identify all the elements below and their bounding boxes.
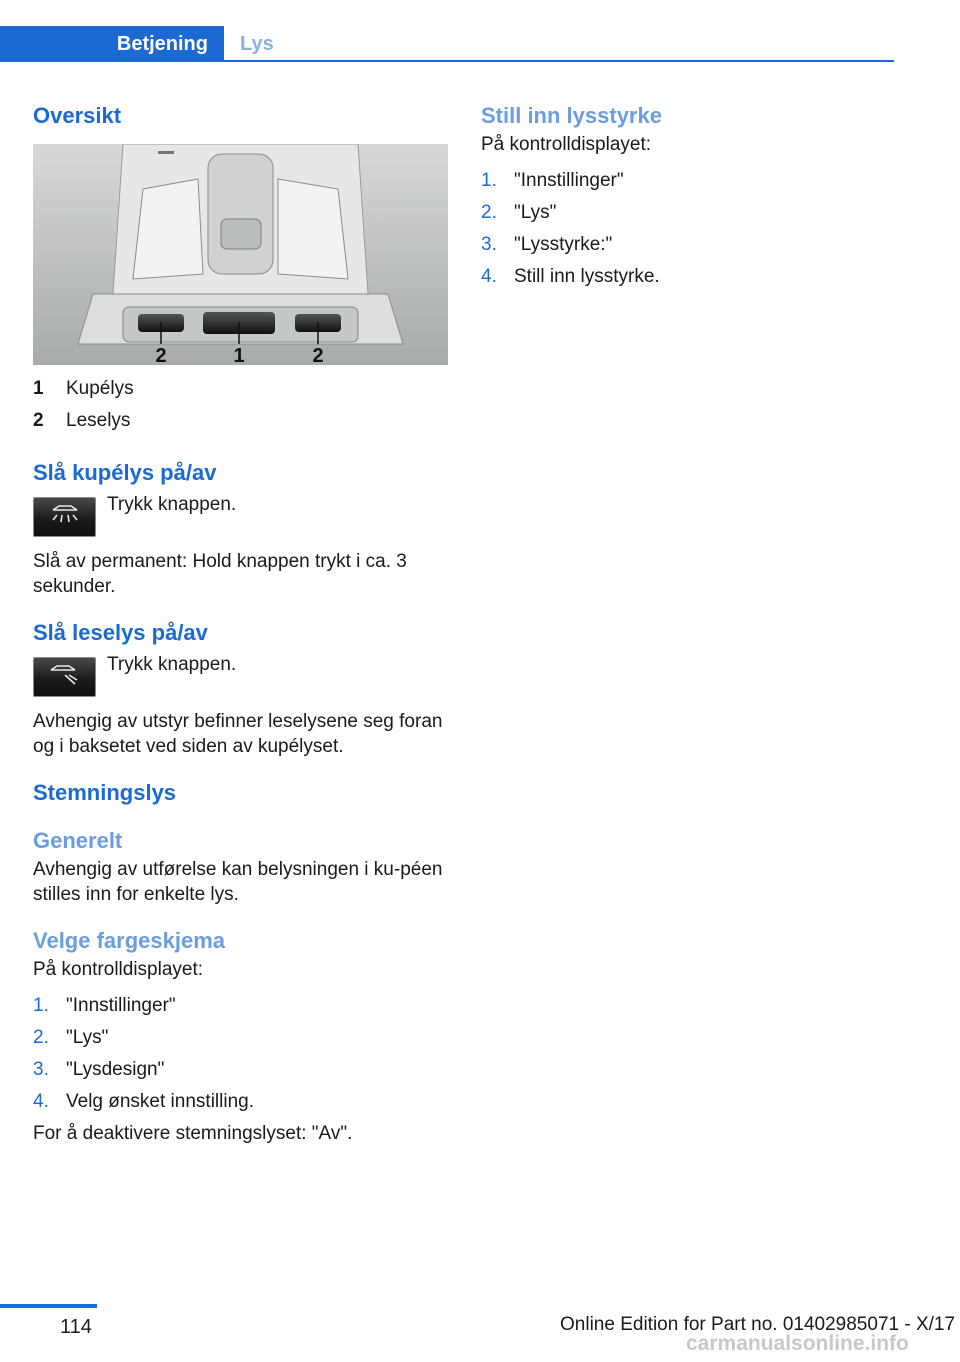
- photo-label-2-left: 2: [155, 345, 167, 365]
- left-column: [33, 100, 448, 1150]
- header-rule: [0, 60, 894, 62]
- reading-light-heading: Slå leselys på/av: [33, 620, 208, 645]
- reading-light-icon: [33, 657, 96, 697]
- ceiling-light-icon: [33, 497, 96, 537]
- list-item: 2. "Lys": [33, 1027, 109, 1048]
- list-item: 4. Still inn lysstyrke.: [481, 266, 660, 287]
- interior-light-heading: Slå kupélys på/av: [33, 460, 217, 485]
- watermark: carmanualsonline.info: [686, 1332, 909, 1355]
- right-column: [481, 100, 896, 293]
- footer-rule: [0, 1304, 97, 1308]
- tab-lys: Lys: [240, 32, 274, 55]
- overhead-console-photo: [33, 144, 448, 365]
- list-item: 1. "Innstillinger": [481, 170, 624, 191]
- general-text: Avhengig av utførelse kan belysningen i ku-péen stilles inn for enkelte lys.: [33, 859, 443, 905]
- photo-label-1: 1: [233, 345, 245, 365]
- ambient-light-heading: Stemningslys: [33, 780, 177, 805]
- general-heading: Generelt: [33, 828, 123, 853]
- color-intro: På kontrolldisplayet:: [33, 959, 204, 980]
- brightness-intro: På kontrolldisplayet:: [481, 134, 652, 155]
- legend-number: 1: [33, 378, 44, 399]
- legend-text: Kupélys: [66, 378, 134, 399]
- color-scheme-heading: Velge fargeskjema: [33, 928, 226, 953]
- interior-note: Slå av permanent: Hold knappen trykt i ca. 3 sekunder.: [33, 551, 407, 597]
- edition-text: Online Edition for Part no. 01402985071 - X/17: [560, 1314, 956, 1335]
- photo-label-2-right: 2: [312, 345, 324, 365]
- brightness-heading: Still inn lysstyrke: [481, 103, 662, 128]
- list-item: 3. "Lysstyrke:": [481, 234, 613, 255]
- color-steps: [33, 990, 448, 1118]
- photo-legend: [33, 373, 448, 437]
- color-off-note: For å deaktivere stemningslyset: "Av".: [33, 1123, 353, 1144]
- tab-betjening: Betjening: [0, 26, 224, 62]
- reading-light-instruction: [33, 651, 448, 697]
- overhead-console-illustration: [33, 144, 448, 365]
- list-item: 4. Velg ønsket innstilling.: [33, 1091, 254, 1112]
- overview-heading: Oversikt: [33, 103, 122, 128]
- legend-item: [33, 373, 448, 405]
- reading-press-text: Trykk knappen.: [107, 654, 237, 675]
- interior-press-text: Trykk knappen.: [107, 494, 237, 515]
- list-item: 1. "Innstillinger": [33, 995, 176, 1016]
- list-item: 3. "Lysdesign": [33, 1059, 165, 1080]
- page-number: 114: [60, 1316, 92, 1338]
- interior-light-instruction: [33, 491, 448, 537]
- brightness-steps: [481, 165, 896, 293]
- list-item: 2. "Lys": [481, 202, 557, 223]
- reading-note: Avhengig av utstyr befinner leselysene seg foran og i baksetet ved siden av kupélyset.: [33, 711, 443, 757]
- legend-number: 2: [33, 410, 44, 431]
- legend-text: Leselys: [66, 410, 131, 431]
- legend-item: [33, 405, 448, 437]
